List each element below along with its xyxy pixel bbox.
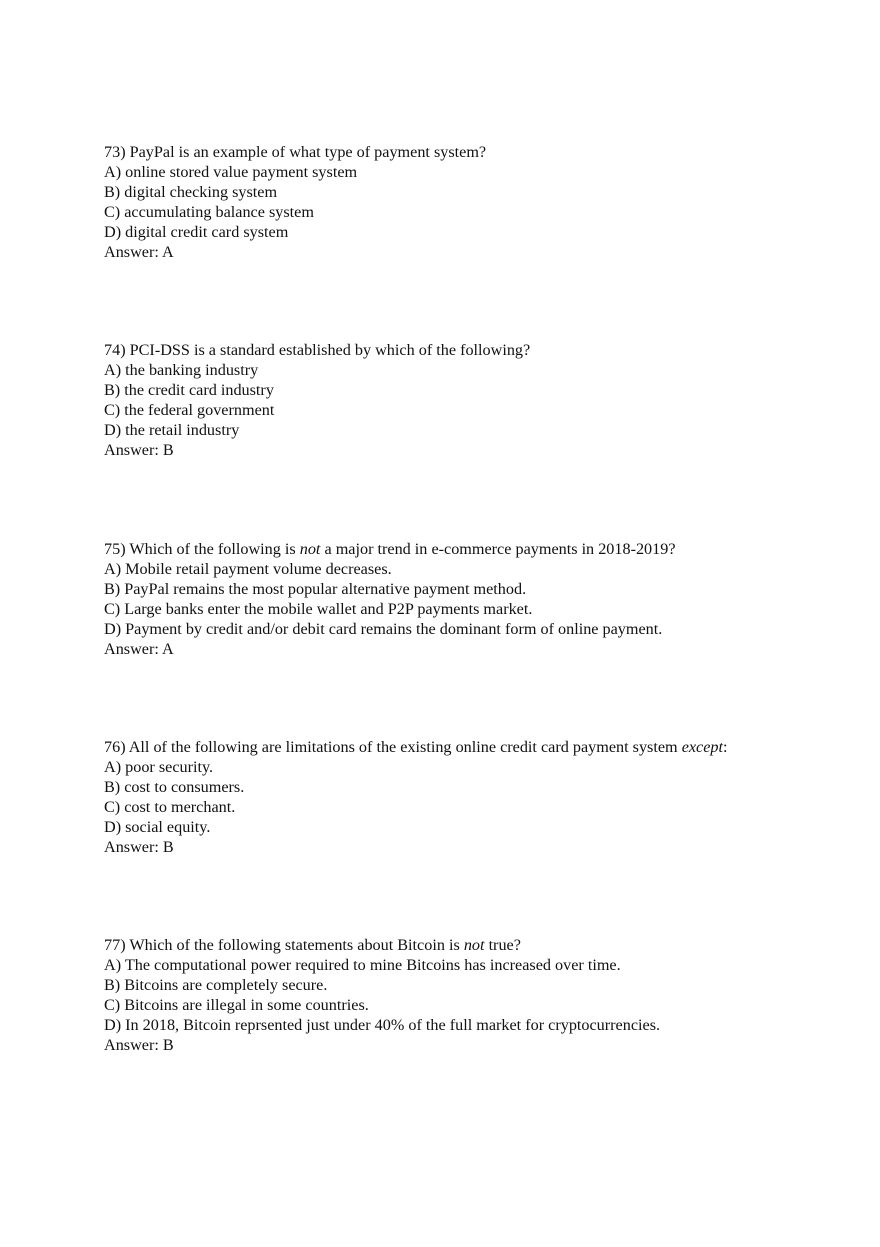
answer-line: Answer: B [104,838,174,856]
option-b: B) digital checking system [104,183,278,201]
stem-emphasis: except [681,738,724,756]
option-c: C) Bitcoins are illegal in some countries. [104,996,369,1014]
stem-after: : [723,738,728,756]
option-d: D) In 2018, Bitcoin reprsented just under 40% of the full market for cryptocurrencies. [104,1016,661,1034]
option-c: C) Large banks enter the mobile wallet and P2P payments market. [104,600,533,618]
option-d: D) social equity. [104,818,211,836]
answer-line: Answer: A [104,243,174,261]
stem-after: a major trend in e-commerce payments in 2018-2019? [320,540,676,558]
option-d: D) digital credit card system [104,223,289,241]
option-a: A) poor security. [104,758,214,776]
stem-emphasis: not [299,540,321,558]
question-74 [104,340,824,460]
option-b: B) the credit card industry [104,381,274,399]
stem-after: true? [484,936,521,954]
question-stem: 74) PCI-DSS is a standard established by which of the following? [104,341,531,359]
option-b: B) cost to consumers. [104,778,245,796]
answer-line: Answer: B [104,441,174,459]
stem-before: 75) Which of the following is [104,540,300,558]
option-d: D) the retail industry [104,421,240,439]
option-a: A) The computational power required to mine Bitcoins has increased over time. [104,956,621,974]
question-stem [104,935,824,955]
answer-line: Answer: B [104,1036,174,1054]
option-a: A) the banking industry [104,361,259,379]
question-stem: 73) PayPal is an example of what type of payment system? [104,143,487,161]
stem-emphasis: not [463,936,485,954]
question-77 [104,935,824,1055]
answer-line: Answer: A [104,640,174,658]
option-a: A) Mobile retail payment volume decreases. [104,560,392,578]
option-c: C) cost to merchant. [104,798,236,816]
option-b: B) PayPal remains the most popular alternative payment method. [104,580,527,598]
question-75 [104,539,824,659]
option-c: C) accumulating balance system [104,203,314,221]
option-b: B) Bitcoins are completely secure. [104,976,328,994]
stem-before: 76) All of the following are limitations of the existing online credit card payment system [104,738,682,756]
option-d: D) Payment by credit and/or debit card remains the dominant form of online payment. [104,620,663,638]
option-a: A) online stored value payment system [104,163,358,181]
question-stem [104,737,824,757]
question-stem [104,539,824,559]
question-73 [104,142,824,262]
option-c: C) the federal government [104,401,275,419]
stem-before: 77) Which of the following statements about Bitcoin is [104,936,464,954]
question-76 [104,737,824,857]
